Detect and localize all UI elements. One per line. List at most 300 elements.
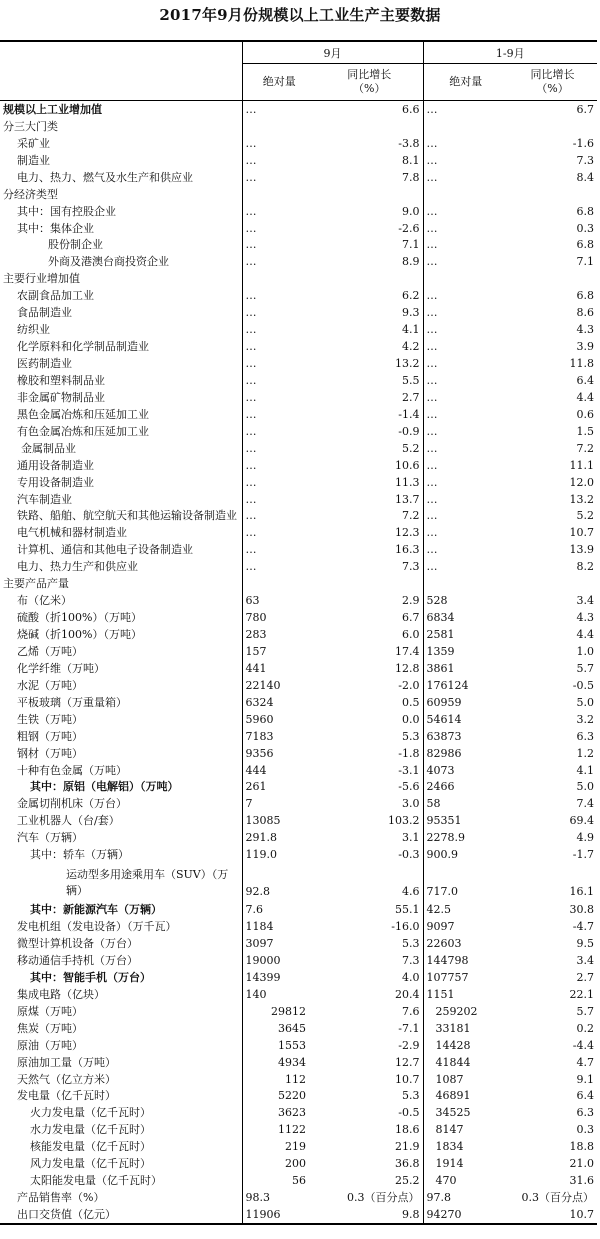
row-label: 其中：智能手机（万台） — [30, 970, 151, 984]
table-row — [0, 762, 597, 779]
value-ytd-abs: 63873 — [423, 728, 508, 745]
value-ytd-yoy: 18.8 — [569, 1140, 594, 1154]
value-ytd-yoy — [508, 118, 597, 135]
value-ytd-abs — [423, 186, 508, 203]
value-ytd-yoy: 5.0 — [576, 695, 594, 709]
value-ytd-abs: 2466 — [423, 779, 508, 796]
value-sep-abs: 3097 — [242, 935, 316, 952]
value-sep-abs: … — [242, 440, 316, 457]
value-sep-abs: 14399 — [242, 969, 316, 986]
row-label: 水力发电量（亿千瓦时） — [30, 1123, 151, 1137]
value-ytd-yoy: 6.8 — [576, 238, 594, 252]
value-ytd-yoy: 0.2 — [576, 1021, 594, 1035]
value-sep-yoy: 5.2 — [402, 441, 420, 455]
value-sep-yoy: 55.1 — [395, 903, 420, 917]
row-label: 农副食品加工业 — [17, 289, 94, 303]
value-sep-abs: 1553 — [242, 1037, 316, 1054]
value-sep-yoy: 13.2 — [395, 357, 420, 371]
value-sep-yoy: 12.3 — [395, 526, 420, 540]
value-ytd-yoy: 5.7 — [576, 661, 594, 675]
value-sep-abs — [242, 186, 316, 203]
value-ytd-abs: 42.5 — [423, 901, 508, 918]
value-ytd-yoy: 8.6 — [576, 306, 594, 320]
row-label: 分三大门类 — [3, 119, 58, 133]
value-ytd-abs: 717.0 — [423, 863, 508, 901]
value-sep-yoy: 6.7 — [402, 611, 420, 625]
value-sep-yoy: 5.3 — [402, 729, 420, 743]
value-ytd-abs: 1359 — [423, 643, 508, 660]
row-label: 化学原料和化学制品制造业 — [17, 340, 149, 354]
value-sep-yoy: 9.3 — [402, 306, 420, 320]
table-row — [0, 304, 597, 321]
table-row — [0, 779, 597, 796]
row-label: 电气机械和器材制造业 — [17, 526, 127, 540]
group-header-ytd: 1-9月 — [423, 41, 597, 64]
value-sep-abs: … — [242, 423, 316, 440]
value-ytd-abs: 33181 — [423, 1020, 508, 1037]
value-ytd-yoy: 1.0 — [576, 644, 594, 658]
value-ytd-abs: … — [423, 152, 508, 169]
row-label: 专用设备制造业 — [17, 475, 94, 489]
row-label: 布（亿米） — [17, 594, 72, 608]
value-ytd-yoy: 21.0 — [569, 1157, 594, 1171]
value-sep-abs: 98.3 — [242, 1189, 316, 1206]
value-sep-yoy: 7.3 — [402, 953, 420, 967]
table-row — [0, 440, 597, 457]
table-row — [0, 609, 597, 626]
value-ytd-yoy: 7.1 — [576, 255, 594, 269]
value-sep-abs: 56 — [242, 1172, 316, 1189]
row-label: 橡胶和塑料制品业 — [17, 373, 105, 387]
value-sep-abs: 7 — [242, 795, 316, 812]
value-ytd-yoy: -4.4 — [572, 1038, 594, 1052]
row-label: 烧碱（折100%）（万吨） — [17, 628, 142, 642]
value-ytd-abs: 1834 — [423, 1138, 508, 1155]
value-ytd-yoy: 3.2 — [576, 712, 594, 726]
value-ytd-yoy: 11.8 — [569, 357, 594, 371]
value-sep-yoy: -1.4 — [398, 407, 420, 421]
value-ytd-yoy: 6.4 — [576, 373, 594, 387]
value-sep-abs: 11906 — [242, 1206, 316, 1224]
value-ytd-abs: 2278.9 — [423, 829, 508, 846]
table-row — [0, 541, 597, 558]
table-row — [0, 474, 597, 491]
value-sep-yoy: 12.7 — [395, 1055, 420, 1069]
value-sep-yoy: -2.0 — [398, 678, 420, 692]
value-sep-abs: … — [242, 491, 316, 508]
value-sep-abs: 441 — [242, 660, 316, 677]
value-ytd-yoy: 8.4 — [576, 170, 594, 184]
value-sep-abs: … — [242, 558, 316, 575]
value-ytd-yoy — [508, 575, 597, 592]
row-label: 微型计算机设备（万台） — [17, 937, 138, 951]
table-row — [0, 846, 597, 863]
value-sep-abs: 7.6 — [242, 901, 316, 918]
value-ytd-abs: 470 — [423, 1172, 508, 1189]
value-sep-yoy: -2.6 — [398, 221, 420, 235]
value-sep-yoy: 3.0 — [402, 797, 420, 811]
value-sep-yoy: 9.8 — [316, 1206, 423, 1224]
row-label: 非金属矿物制品业 — [17, 390, 105, 404]
value-ytd-yoy: 4.9 — [576, 831, 594, 845]
table-row — [0, 220, 597, 237]
value-ytd-abs: … — [423, 524, 508, 541]
value-sep-abs: … — [242, 203, 316, 220]
value-sep-abs: … — [242, 406, 316, 423]
value-ytd-abs: … — [423, 237, 508, 254]
value-ytd-abs: 1914 — [423, 1155, 508, 1172]
value-ytd-abs: … — [423, 287, 508, 304]
row-label: 采矿业 — [17, 136, 50, 150]
value-ytd-abs: 259202 — [423, 1003, 508, 1020]
value-sep-yoy — [316, 186, 423, 203]
table-row — [0, 643, 597, 660]
value-sep-yoy — [316, 575, 423, 592]
value-sep-yoy: -7.1 — [398, 1021, 420, 1035]
value-ytd-yoy: 3.9 — [576, 340, 594, 354]
table-row — [0, 592, 597, 609]
value-sep-yoy: 103.2 — [388, 814, 420, 828]
value-ytd-abs: … — [423, 491, 508, 508]
table-row — [0, 1054, 597, 1071]
table-row — [0, 986, 597, 1003]
table-row — [0, 355, 597, 372]
row-label: 天然气（亿立方米） — [17, 1072, 116, 1086]
value-ytd-abs: … — [423, 558, 508, 575]
value-sep-abs: 112 — [242, 1071, 316, 1088]
row-label: 钢材（万吨） — [17, 746, 83, 760]
value-ytd-yoy: 4.3 — [576, 611, 594, 625]
row-label: 规模以上工业增加值 — [3, 102, 102, 116]
value-sep-abs: 119.0 — [242, 846, 316, 863]
value-sep-abs: … — [242, 541, 316, 558]
value-sep-abs: 3623 — [242, 1104, 316, 1121]
value-sep-abs — [242, 118, 316, 135]
value-sep-yoy: 4.6 — [402, 885, 420, 899]
value-ytd-abs: … — [423, 406, 508, 423]
table-row — [0, 135, 597, 152]
value-ytd-abs: 9097 — [423, 918, 508, 935]
value-sep-yoy: 3.1 — [402, 831, 420, 845]
table-row — [0, 660, 597, 677]
value-sep-yoy: -3.8 — [398, 136, 420, 150]
indicator-header — [0, 41, 242, 101]
value-ytd-abs: … — [423, 508, 508, 525]
value-sep-yoy: 4.0 — [402, 970, 420, 984]
value-ytd-yoy: -4.7 — [572, 920, 594, 934]
table-row — [0, 237, 597, 254]
value-sep-abs: 5220 — [242, 1088, 316, 1105]
value-ytd-abs: 3861 — [423, 660, 508, 677]
row-label: 铁路、船舶、航空航天和其他运输设备制造业 — [17, 509, 237, 523]
table-row — [0, 1071, 597, 1088]
table-row — [0, 203, 597, 220]
value-ytd-yoy: 0.6 — [576, 407, 594, 421]
value-sep-yoy — [316, 270, 423, 287]
value-ytd-abs: 107757 — [423, 969, 508, 986]
row-label: 有色金属冶炼和压延加工业 — [17, 424, 149, 438]
value-sep-yoy — [316, 118, 423, 135]
value-ytd-abs: 6834 — [423, 609, 508, 626]
value-sep-abs: 9356 — [242, 745, 316, 762]
value-sep-abs: 780 — [242, 609, 316, 626]
value-sep-abs: … — [242, 457, 316, 474]
value-ytd-abs: … — [423, 372, 508, 389]
row-label: 汽车制造业 — [17, 492, 72, 506]
value-ytd-abs: … — [423, 474, 508, 491]
value-ytd-abs: 1087 — [423, 1071, 508, 1088]
value-ytd-abs: … — [423, 135, 508, 152]
row-label: 制造业 — [17, 153, 50, 167]
value-ytd-abs: 176124 — [423, 677, 508, 694]
value-sep-yoy: 21.9 — [395, 1140, 420, 1154]
value-ytd-yoy: -1.6 — [572, 136, 594, 150]
value-ytd-abs: 94270 — [423, 1206, 508, 1224]
row-label: 外商及港澳台商投资企业 — [48, 255, 169, 269]
row-label: 集成电路（亿块） — [17, 987, 105, 1001]
value-sep-yoy: 36.8 — [395, 1157, 420, 1171]
table-row — [0, 287, 597, 304]
row-label: 产品销售率（%） — [17, 1191, 105, 1205]
col-header-yoy-ytd: 同比增长 （%） — [508, 64, 597, 101]
value-sep-yoy: -5.6 — [398, 780, 420, 794]
table-row — [0, 457, 597, 474]
table-row — [0, 1121, 597, 1138]
row-label: 太阳能发电量（亿千瓦时） — [30, 1174, 162, 1188]
value-ytd-abs: 54614 — [423, 711, 508, 728]
value-sep-abs: … — [242, 524, 316, 541]
col-header-abs-ytd: 绝对量 — [423, 64, 508, 101]
value-ytd-yoy: -1.7 — [572, 848, 594, 862]
table-row — [0, 338, 597, 355]
value-ytd-yoy: 10.7 — [569, 526, 594, 540]
value-ytd-yoy: 7.2 — [576, 441, 594, 455]
value-ytd-yoy: 3.4 — [576, 953, 594, 967]
table-row — [0, 406, 597, 423]
value-ytd-abs: … — [423, 321, 508, 338]
value-sep-yoy: 17.4 — [395, 644, 420, 658]
table-row — [0, 508, 597, 525]
value-ytd-abs: 900.9 — [423, 846, 508, 863]
value-sep-abs: 7183 — [242, 728, 316, 745]
value-ytd-yoy: 16.1 — [569, 885, 594, 899]
value-ytd-abs: 58 — [423, 795, 508, 812]
table-row — [0, 1189, 597, 1206]
table-row — [0, 935, 597, 952]
value-ytd-yoy: 1.5 — [576, 424, 594, 438]
value-sep-yoy: 12.8 — [395, 661, 420, 675]
table-row — [0, 745, 597, 762]
table-row — [0, 918, 597, 935]
value-ytd-yoy: 31.6 — [569, 1174, 594, 1188]
value-ytd-yoy: 6.7 — [576, 102, 594, 116]
value-sep-yoy: 0.5 — [402, 695, 420, 709]
table-row — [0, 829, 597, 846]
value-sep-yoy: -0.3 — [398, 848, 420, 862]
value-ytd-yoy — [508, 270, 597, 287]
row-label: 平板玻璃（万重量箱） — [17, 695, 127, 709]
value-sep-yoy: 5.5 — [402, 373, 420, 387]
table-row — [0, 558, 597, 575]
value-sep-yoy: -3.1 — [398, 763, 420, 777]
table-row — [0, 952, 597, 969]
value-sep-abs: … — [242, 372, 316, 389]
row-label: 发电机组（发电设备）（万千瓦） — [17, 920, 177, 934]
row-label: 焦炭（万吨） — [17, 1021, 83, 1035]
value-ytd-yoy: 0.3 — [576, 221, 594, 235]
row-label: 金属制品业 — [21, 441, 76, 455]
row-label: 计算机、通信和其他电子设备制造业 — [17, 543, 193, 557]
value-sep-abs: 200 — [242, 1155, 316, 1172]
value-sep-abs: 29812 — [242, 1003, 316, 1020]
value-ytd-yoy: 0.3（百分点） — [521, 1191, 594, 1205]
value-sep-abs: … — [242, 338, 316, 355]
value-ytd-abs: 528 — [423, 592, 508, 609]
row-label: 纺织业 — [17, 323, 50, 337]
value-sep-yoy: 7.6 — [402, 1004, 420, 1018]
value-ytd-yoy: 69.4 — [569, 814, 594, 828]
table-row — [0, 1206, 597, 1224]
value-sep-yoy: 13.7 — [395, 492, 420, 506]
value-ytd-yoy: 11.1 — [569, 458, 594, 472]
value-ytd-yoy: 1.2 — [576, 746, 594, 760]
value-ytd-abs: … — [423, 253, 508, 270]
table-row — [0, 186, 597, 203]
table-row — [0, 1172, 597, 1189]
row-label: 食品制造业 — [17, 306, 72, 320]
col-header-abs-sep: 绝对量 — [242, 64, 316, 101]
value-ytd-yoy: 4.4 — [576, 628, 594, 642]
value-sep-yoy: 5.3 — [402, 937, 420, 951]
value-sep-yoy: 7.3 — [402, 560, 420, 574]
row-label: 原煤（万吨） — [17, 1004, 83, 1018]
value-sep-yoy: 10.6 — [395, 458, 420, 472]
table-body — [0, 101, 597, 1225]
value-ytd-yoy: 6.8 — [576, 289, 594, 303]
value-sep-abs: … — [242, 135, 316, 152]
value-sep-yoy: 2.7 — [402, 390, 420, 404]
table-row — [0, 423, 597, 440]
row-label: 乙烯（万吨） — [17, 644, 83, 658]
value-ytd-yoy: 8.2 — [576, 560, 594, 574]
value-sep-abs: … — [242, 355, 316, 372]
value-sep-yoy: 2.9 — [402, 594, 420, 608]
table-row — [0, 321, 597, 338]
value-sep-abs: 1122 — [242, 1121, 316, 1138]
table-row — [0, 1037, 597, 1054]
row-label: 其中：国有控股企业 — [17, 204, 116, 218]
row-label: 主要行业增加值 — [3, 272, 80, 286]
row-label: 发电量（亿千瓦时） — [17, 1089, 116, 1103]
value-sep-abs: 157 — [242, 643, 316, 660]
value-ytd-abs — [423, 118, 508, 135]
row-label: 主要产品产量 — [3, 577, 69, 591]
value-sep-abs: 3645 — [242, 1020, 316, 1037]
value-ytd-yoy: 10.7 — [508, 1206, 597, 1224]
value-ytd-abs: 82986 — [423, 745, 508, 762]
value-sep-abs: 19000 — [242, 952, 316, 969]
table-row — [0, 1003, 597, 1020]
col-header-yoy-sep: 同比增长 （%） — [316, 64, 423, 101]
value-sep-yoy: 0.3（百分点） — [347, 1191, 420, 1205]
row-label: 其中：新能源汽车（万辆） — [30, 903, 162, 917]
value-sep-abs: … — [242, 321, 316, 338]
table-row — [0, 372, 597, 389]
row-label: 生铁（万吨） — [17, 712, 83, 726]
value-sep-yoy: 7.2 — [402, 509, 420, 523]
value-ytd-abs: 41844 — [423, 1054, 508, 1071]
table-row — [0, 694, 597, 711]
value-sep-abs: … — [242, 237, 316, 254]
value-ytd-yoy: 6.3 — [576, 1106, 594, 1120]
value-ytd-yoy: 7.3 — [576, 153, 594, 167]
table-row — [0, 101, 597, 118]
value-ytd-abs: … — [423, 423, 508, 440]
value-sep-abs: … — [242, 101, 316, 118]
value-sep-yoy: 4.2 — [402, 340, 420, 354]
value-ytd-abs: 1151 — [423, 986, 508, 1003]
row-label: 水泥（万吨） — [17, 678, 83, 692]
table-row — [0, 389, 597, 406]
value-ytd-yoy: 5.7 — [576, 1004, 594, 1018]
value-sep-yoy: 6.6 — [402, 102, 420, 116]
value-ytd-yoy: 9.5 — [576, 937, 594, 951]
value-sep-yoy: 7.8 — [402, 170, 420, 184]
value-sep-abs — [242, 270, 316, 287]
row-label: 出口交货值（亿元） — [0, 1206, 242, 1224]
value-ytd-yoy: 13.9 — [569, 543, 594, 557]
table-row — [0, 270, 597, 287]
value-sep-abs: … — [242, 253, 316, 270]
table-row — [0, 863, 597, 901]
table-row — [0, 969, 597, 986]
row-label: 电力、热力、燃气及水生产和供应业 — [17, 170, 193, 184]
row-label: 运动型多用途乘用车（SUV）（万辆） — [66, 868, 229, 898]
value-ytd-yoy — [508, 186, 597, 203]
table-row — [0, 812, 597, 829]
value-sep-yoy: 7.1 — [402, 238, 420, 252]
value-ytd-yoy: 5.2 — [576, 509, 594, 523]
table-row — [0, 524, 597, 541]
value-ytd-abs: … — [423, 169, 508, 186]
row-label: 黑色金属冶炼和压延加工业 — [17, 407, 149, 421]
value-sep-abs — [242, 575, 316, 592]
value-ytd-yoy: 22.1 — [569, 987, 594, 1001]
table-row — [0, 901, 597, 918]
value-sep-yoy: 10.7 — [395, 1072, 420, 1086]
value-sep-yoy: -16.0 — [391, 920, 420, 934]
value-ytd-abs: 22603 — [423, 935, 508, 952]
value-ytd-abs: … — [423, 355, 508, 372]
row-label: 化学纤维（万吨） — [17, 661, 105, 675]
value-ytd-abs: 95351 — [423, 812, 508, 829]
value-sep-abs: 6324 — [242, 694, 316, 711]
row-label: 风力发电量（亿千瓦时） — [30, 1157, 151, 1171]
value-ytd-abs: 97.8 — [423, 1189, 508, 1206]
value-sep-yoy: -0.5 — [398, 1106, 420, 1120]
value-sep-abs: 4934 — [242, 1054, 316, 1071]
row-label: 火力发电量（亿千瓦时） — [30, 1106, 151, 1120]
value-sep-abs: 283 — [242, 626, 316, 643]
page-title: 2017年9月份规模以上工业生产主要数据 — [159, 6, 441, 24]
value-sep-abs: 92.8 — [242, 863, 316, 901]
value-sep-abs: 13085 — [242, 812, 316, 829]
value-ytd-yoy: 3.4 — [576, 594, 594, 608]
value-sep-abs: … — [242, 220, 316, 237]
value-ytd-yoy: 9.1 — [576, 1072, 594, 1086]
table-row — [0, 626, 597, 643]
value-ytd-yoy: 6.4 — [576, 1089, 594, 1103]
